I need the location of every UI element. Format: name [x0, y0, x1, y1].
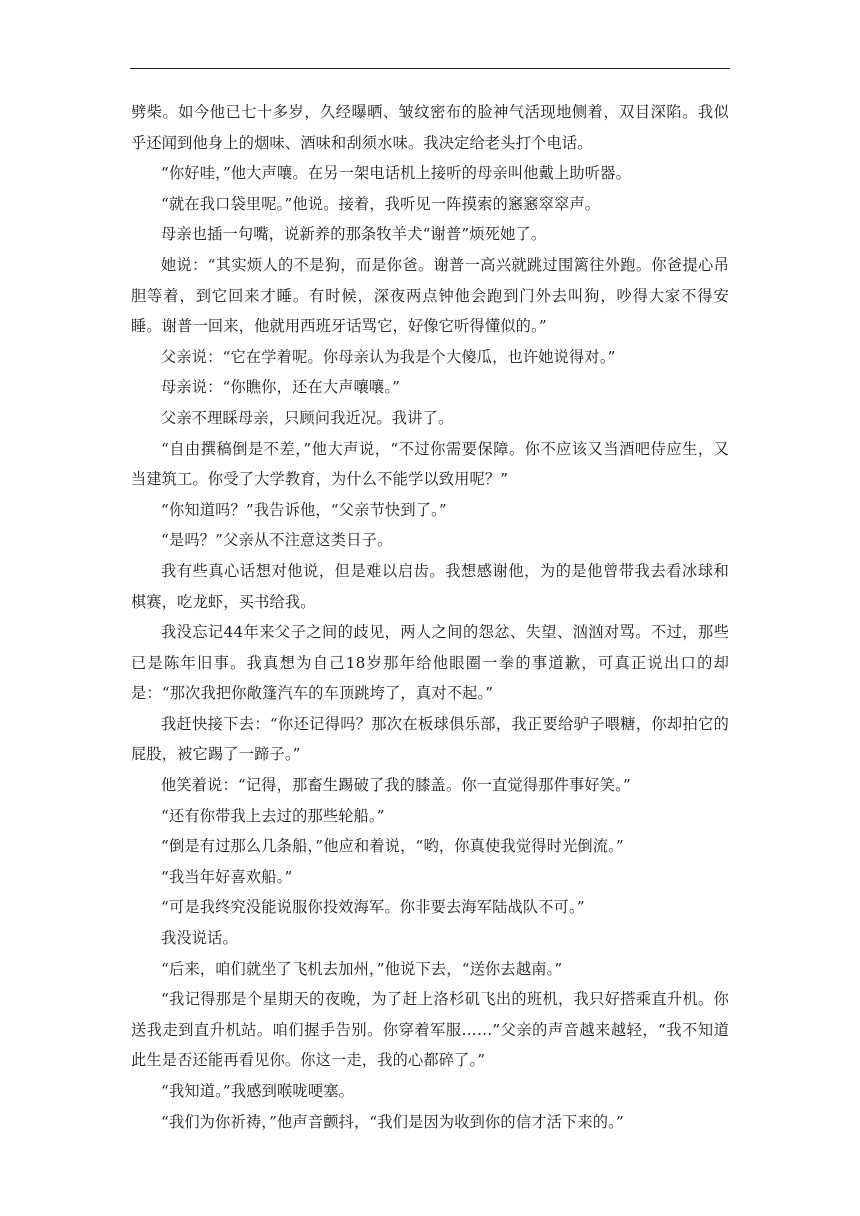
body-text: [131, 97, 729, 1137]
paragraph: “我们为你祈祷，”他声音颤抖，“我们是因为收到你的信才活下来的。”: [161, 1112, 624, 1131]
paragraph: 母亲也插一句嘴，说新养的那条牧羊犬“谢普”烦死她了。: [161, 225, 547, 244]
paragraph: 我没忘记44年来父子之间的歧见，两人之间的怨忿、失望、汹汹对骂。不过，那些已是陈年旧事。我真想为自己18岁那年给他眼圈一拳的事道歉，可真正说出口的却是：“那次我把你敞篷汽车的车顶跳垮了，真对不起。”: [131, 623, 729, 703]
paragraph: 父亲不理睬母亲，只顾问我近况。我讲了。: [161, 408, 454, 427]
paragraph: 劈柴。如今他已七十多岁，久经曝晒、皱纹密布的脸神气活现地侧着，双目深陷。我似乎还闻到他身上的烟味、酒味和刮须水味。我决定给老头打个电话。: [131, 103, 729, 152]
paragraph: 他笑着说：“记得，那畜生踢破了我的膝盖。你一直觉得那件事好笑。”: [161, 776, 631, 795]
header-rule: [130, 68, 730, 69]
paragraph: 我赶快接下去：“你还记得吗？那次在板球俱乐部，我正要给驴子喂糖，你却拍它的屁股，被它踢了一蹄子。”: [131, 714, 729, 764]
paragraph: “还有你带我上去过的那些轮船。”: [161, 806, 385, 825]
paragraph: “我知道。”我感到喉咙哽塞。: [161, 1082, 354, 1100]
paragraph: “后来，咱们就坐了飞机去加州，”他说下去，“送你去越南。”: [161, 959, 563, 978]
paragraph: 我有些真心话想对他说，但是难以启齿。我想感谢他，为的是他曾带我去看冰球和棋赛，吃龙虾，买书给我。: [131, 561, 729, 611]
paragraph: “是吗？”父亲从不注意这类日子。: [161, 531, 393, 550]
paragraph: “自由撰稿倒是不差，”他大声说，“不过你需要保障。你不应该又当酒吧侍应生，又当建筑工。你受了大学教育，为什么不能学以致用呢？”: [131, 439, 729, 489]
paragraph: 父亲说：“它在学着呢。你母亲认为我是个大傻瓜，也许她说得对。”: [161, 347, 616, 366]
paragraph: “我当年好喜欢船。”: [161, 867, 293, 886]
paragraph: 她说：“其实烦人的不是狗，而是你爸。谢普一高兴就跳过围篱往外跑。你爸提心吊胆等着，到它回来才睡。有时候，深夜两点钟他会跑到门外去叫狗，吵得大家不得安睡。谢普一回来，他就用西班牙话骂它，好像它听得懂似的。”: [131, 255, 729, 336]
paragraph: “就在我口袋里呢。”他说。接着，我听见一阵摸索的窸窸窣窣声。: [161, 194, 601, 213]
paragraph: “可是我终究没能说服你投效海军。你非要去海军陆战队不可。”: [161, 898, 585, 917]
paragraph: 我没说话。: [161, 929, 238, 948]
paragraph: “你好哇，”他大声嚷。在另一架电话机上接听的母亲叫他戴上助听器。: [161, 164, 631, 183]
paragraph: 母亲说：“你瞧你，还在大声嚷嚷。”: [161, 378, 401, 397]
paragraph: “你知道吗？”我告诉他，“父亲节快到了。”: [161, 500, 447, 519]
paragraph: “倒是有过那么几条船，”他应和着说，“哟，你真使我觉得时光倒流。”: [161, 837, 624, 856]
paragraph: “我记得那是个星期天的夜晚，为了赶上洛杉矶飞出的班机，我只好搭乘直升机。你送我走到直升机站。咱们握手告别。你穿着军服……”父亲的声音越来越轻，“我不知道此生是否还能再看见你。你这一走，我的心都碎了。”: [131, 990, 729, 1070]
